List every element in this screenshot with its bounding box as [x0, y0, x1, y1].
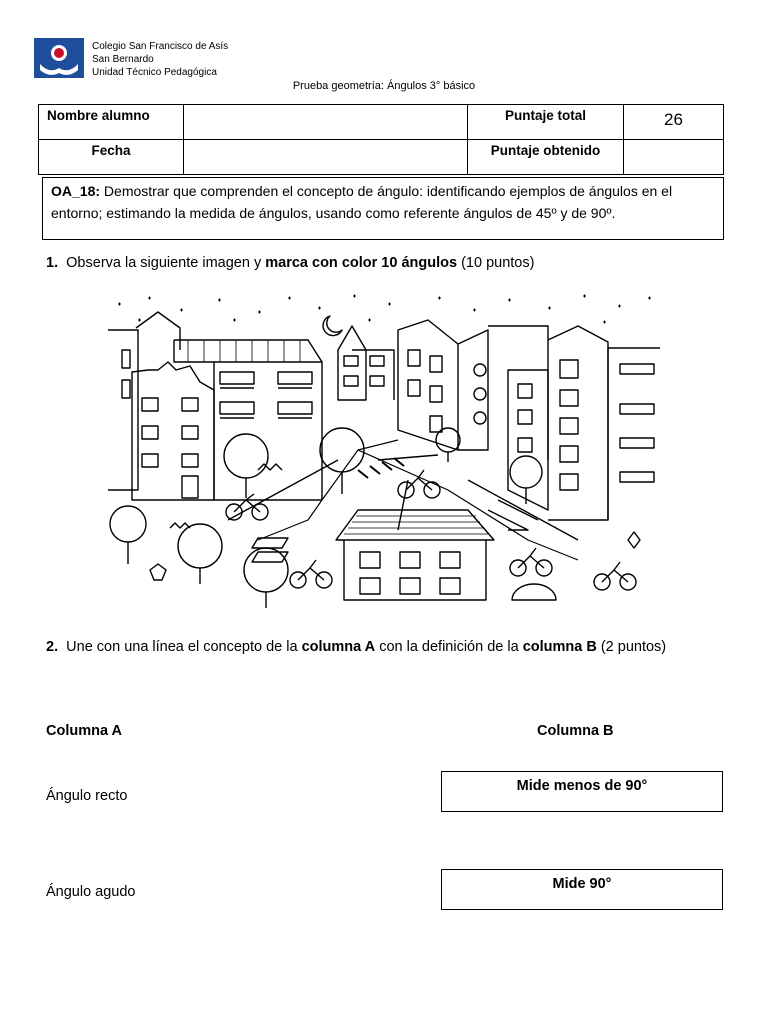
column-b-box[interactable]: Mide 90°: [441, 869, 723, 910]
school-city: San Bernardo: [92, 54, 154, 65]
student-name-label: Nombre alumno: [39, 105, 184, 140]
date-field[interactable]: [184, 140, 468, 175]
question-1: [46, 252, 534, 274]
date-label: Fecha: [39, 140, 184, 175]
school-name: Colegio San Francisco de Asís: [92, 41, 229, 52]
question-1-bold: marca con color 10 ángulos: [265, 255, 458, 271]
question-1-points: (10 puntos): [461, 255, 535, 271]
question-2-points: (2 puntos): [600, 639, 667, 655]
test-title: Prueba geometría: Ángulos 3° básico: [292, 80, 476, 92]
column-b-box[interactable]: Mide menos de 90°: [441, 771, 723, 812]
student-info-table: [38, 104, 724, 175]
question-2-text-2: con la definición de la: [379, 639, 519, 655]
obtained-score-label: Puntaje obtenido: [468, 140, 624, 175]
question-2-bold-1: columna A: [301, 639, 376, 655]
moon-icon: [323, 316, 342, 336]
city-illustration[interactable]: [108, 290, 660, 610]
question-2-text-1: Une con una línea el concepto de la: [66, 639, 298, 655]
obtained-score-field[interactable]: [624, 140, 724, 175]
objective-code: OA_18: [51, 183, 96, 199]
school-info: [92, 40, 228, 79]
column-a-item[interactable]: Ángulo agudo: [46, 884, 136, 900]
question-1-number: 1.: [46, 255, 59, 271]
stars-icon: [118, 295, 651, 324]
question-1-text: Observa la siguiente imagen y: [66, 255, 262, 271]
learning-objective: OA_18: Demostrar que comprenden el concepto de ángulo: identificando ejemplos de ángulos en el entorno; estimando la medida de ángulos, usando como referente ángulos de 45º y de 90º.: [42, 177, 724, 240]
question-2-number: 2.: [46, 639, 59, 655]
total-score-value: 26: [624, 105, 724, 140]
student-name-field[interactable]: [184, 105, 468, 140]
column-a-title: Columna A: [46, 723, 122, 739]
tree-icon: [110, 428, 542, 608]
school-unit: Unidad Técnico Pedagógica: [92, 67, 217, 78]
column-b-title: Columna B: [537, 723, 614, 739]
question-2: [46, 636, 726, 658]
school-logo: [34, 38, 84, 78]
column-a-item[interactable]: Ángulo recto: [46, 788, 128, 804]
objective-text: Demostrar que comprenden el concepto de ángulo: identificando ejemplos de ángulos en el entorno; estimando la medida de ángulos, usando como referente ángulos de 45º y de 90º.: [51, 183, 673, 221]
total-score-label: Puntaje total: [468, 105, 624, 140]
question-2-bold-2: columna B: [522, 639, 597, 655]
